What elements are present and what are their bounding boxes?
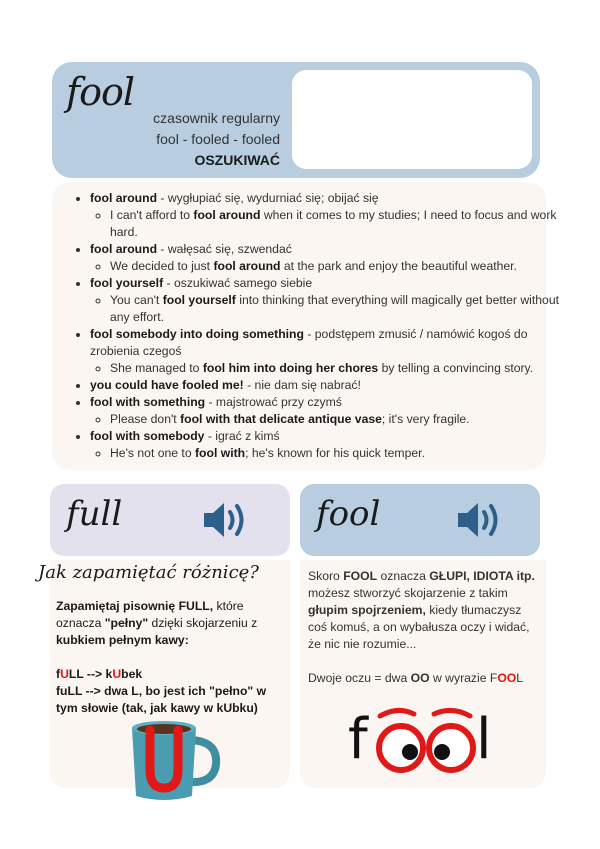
memory-heading: Jak zapamiętać różnicę? bbox=[38, 562, 259, 583]
coffee-mug-icon bbox=[126, 718, 224, 809]
verb-translation: OSZUKIWAĆ bbox=[194, 152, 280, 168]
definitions-card bbox=[52, 182, 559, 470]
header-info bbox=[153, 108, 280, 171]
mnemonic-1: fULL --> kUbek bbox=[56, 667, 143, 681]
definition-item: • fool with somebody - igrać z kimś ◦ He's not one to fool with; he's known for his quick temper. bbox=[90, 428, 560, 462]
header-blank-box bbox=[292, 70, 532, 169]
example: ◦ We decided to just fool around at the park and enjoy the beautiful weather. bbox=[110, 258, 560, 275]
example: ◦ He's not one to fool with; he's known for his quick temper. bbox=[110, 445, 560, 462]
logo-letter-l: l bbox=[476, 707, 492, 772]
logo-letter-f: f bbox=[348, 707, 368, 772]
card-full-word: full bbox=[66, 494, 123, 534]
definition-item: • fool yourself - oszukiwać samego siebie ◦ You can't fool yourself into thinking that everything will magically get better without any effort. bbox=[90, 275, 560, 326]
fool-explanation bbox=[308, 568, 542, 687]
example: ◦ I can't afford to fool around when it comes to my studies; I need to focus and work hard. bbox=[110, 207, 560, 241]
eyes-mnemonic: Dwoje oczu = dwa OO w wyrazie FOOL bbox=[308, 671, 524, 685]
header-word: fool bbox=[66, 70, 134, 114]
example: ◦ She managed to fool him into doing her chores by telling a convincing story. bbox=[110, 360, 560, 377]
definition-item: • fool around - wygłupiać się, wydurniać się; obijać się ◦ I can't afford to fool around when it comes to my studies; I need to focus and work hard. bbox=[90, 190, 560, 241]
googly-eyes-icon bbox=[374, 706, 478, 778]
example: ◦ You can't fool yourself into thinking that everything will magically get better without any effort. bbox=[110, 292, 560, 326]
fool-paragraph: Skoro FOOL oznacza GŁUPI, IDIOTA itp. możesz stworzyć skojarzenie z takim głupim spojrzeniem, kiedy tłumaczysz coś komuś, a on wybałusza oczy i widać, że nic nie rozumie... bbox=[308, 569, 535, 651]
example: ◦ Please don't fool with that delicate antique vase; it's very fragile. bbox=[110, 411, 560, 428]
verb-forms: fool - fooled - fooled bbox=[156, 131, 280, 147]
verb-type: czasownik regularny bbox=[153, 110, 280, 126]
full-paragraph: Zapamiętaj pisownię FULL, które oznacza "pełny" dzięki skojarzeniu z kubkiem pełnym kawy: bbox=[56, 599, 258, 647]
definition-item: • fool with something - majstrować przy czymś ◦ Please don't fool with that delicate antique vase; it's very fragile. bbox=[90, 394, 560, 428]
full-explanation bbox=[56, 598, 288, 717]
definitions-list bbox=[62, 190, 560, 462]
definition-item: • fool somebody into doing something - podstępem zmusić / namówić kogoś do zrobienia czegoś ◦ She managed to fool him into doing her chores by telling a convincing story. bbox=[90, 326, 560, 377]
definition-item: • fool around - wałęsać się, szwendać ◦ We decided to just fool around at the park and enjoy the beautiful weather. bbox=[90, 241, 560, 275]
speaker-icon[interactable] bbox=[202, 499, 250, 541]
card-fool-word: fool bbox=[316, 494, 381, 534]
mnemonic-2: fuLL --> dwa L, bo jest ich "pełno" w tym słowie (tak, jak kawy w kUbku) bbox=[56, 684, 267, 715]
fool-eyes-logo bbox=[344, 706, 504, 778]
definition-item: • you could have fooled me! - nie dam się nabrać! bbox=[90, 377, 560, 394]
speaker-icon[interactable] bbox=[456, 499, 504, 541]
